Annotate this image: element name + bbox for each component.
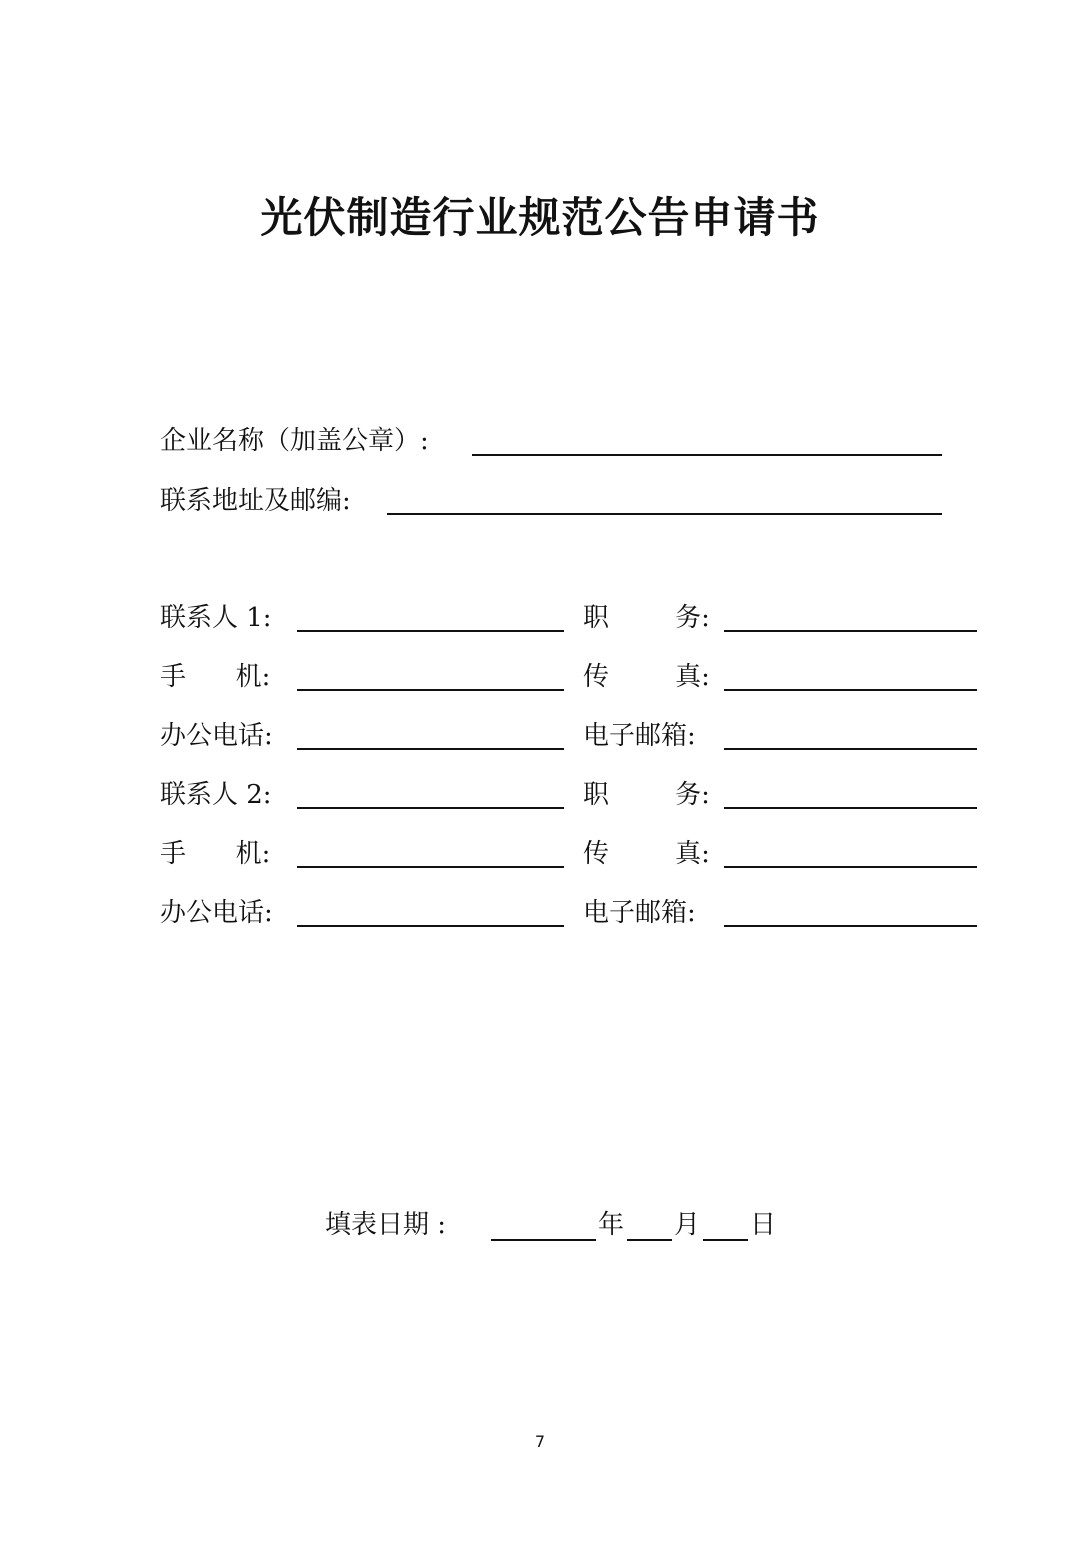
contact1-position-label: 职 务: [583, 603, 710, 633]
address-label: 联系地址及邮编: [160, 486, 351, 516]
contact1-email-label: 电子邮箱: [583, 721, 696, 751]
contact2-name-field[interactable] [297, 807, 564, 809]
year-field[interactable] [491, 1239, 596, 1241]
document-title: 光伏制造行业规范公告申请书 [260, 193, 820, 242]
contact1-office-phone-field[interactable] [297, 748, 564, 750]
contact1-office-phone-label: 办公电话: [160, 721, 273, 751]
month-label: 月 [674, 1210, 701, 1240]
fill-date-label: 填表日期 : [325, 1210, 447, 1240]
contact1-mobile-field[interactable] [297, 689, 564, 691]
contact2-office-phone-label: 办公电话: [160, 898, 273, 928]
address-field[interactable] [387, 513, 942, 515]
contact1-mobile-label: 手 机: [160, 662, 271, 692]
day-label: 日 [750, 1210, 777, 1240]
page-number: 7 [534, 1432, 546, 1451]
company-name-label: 企业名称（加盖公章）: [160, 426, 429, 456]
contact1-fax-label: 传 真: [583, 662, 710, 692]
contact1-name-label: 联系人 1: [160, 603, 272, 633]
contact2-mobile-label: 手 机: [160, 839, 271, 869]
contact2-email-field[interactable] [724, 925, 977, 927]
contact2-mobile-field[interactable] [297, 866, 564, 868]
contact2-position-label: 职 务: [583, 780, 710, 810]
company-name-field[interactable] [472, 454, 942, 456]
contact1-name-field[interactable] [297, 630, 564, 632]
contact1-fax-field[interactable] [724, 689, 977, 691]
contact2-position-field[interactable] [724, 807, 977, 809]
contact2-office-phone-field[interactable] [297, 925, 564, 927]
contact2-email-label: 电子邮箱: [583, 898, 696, 928]
year-label: 年 [598, 1210, 625, 1240]
contact2-name-label: 联系人 2: [160, 780, 272, 810]
contact2-fax-label: 传 真: [583, 839, 710, 869]
contact1-email-field[interactable] [724, 748, 977, 750]
contact1-position-field[interactable] [724, 630, 977, 632]
contact2-fax-field[interactable] [724, 866, 977, 868]
day-field[interactable] [703, 1239, 748, 1241]
month-field[interactable] [627, 1239, 672, 1241]
